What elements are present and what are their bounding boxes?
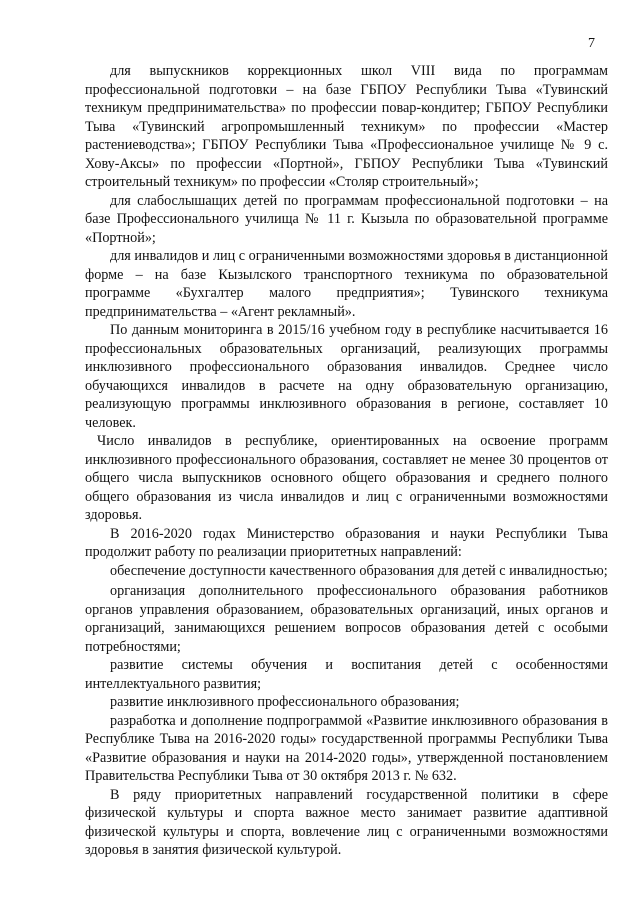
paragraph-priority-intellectual: развитие системы обучения и воспитания детей с особенностями интеллектуального развития; [85,657,608,692]
paragraph-physical-culture: В ряду приоритетных направлений государственной политики в сфере физической культуры и спорта важное место занимает развитие адаптивной физической культуры и спорта, вовлечение лиц с ограниченными возможностями здоровья в занятия физической культурой. [85,786,608,858]
paragraph-ministry-plans: В 2016-2020 годах Министерство образования и науки Республики Тыва продолжит работу по реализации приоритетных направлений: [85,525,608,560]
paragraph-priority-accessibility: обеспечение доступности качественного образования для детей с инвалидностью; [110,562,608,579]
paragraph-monitoring: По данным мониторинга в 2015/16 учебном году в республике насчитывается 16 профессиональных образовательных организаций, реализующих программы инклюзивного профессионального образования инвалидов. Среднее число обучающихся инвалидов в расчете на одну образовательную организацию, реализующую программы инклюзивного образования в регионе, составляет 10 человек. [85,322,608,431]
page-number: 7 [588,36,595,51]
paragraph-hearing-impaired: для слабослышащих детей по программам профессиональной подготовки – на базе Профессионального училища № 11 г. Кызыла по образовательной программе «Портной»; [85,192,608,246]
paragraph-vocational-schools: для выпускников коррекционных школ VIII вида по программам профессиональной подготовки – на базе ГБПОУ Республики Тыва «Тувинский техникум предпринимательства» по профессии повар-кондитер; ГБПОУ Республики Тыва «Тувинский агропромышленный техникум» по профессии «Мастер растениеводства»; ГБПОУ Республики Тыва «Профессиональное училище № 9 с. Хову-Аксы» по профессии «Портной», ГБПОУ Республики Тыва «Тувинский строительный техникум» по профессии «Столяр строительный»; [85,63,608,190]
paragraph-priority-subprogram: разработка и дополнение подпрограммой «Развитие инклюзивного образования в Республике Тыва на 2016-2020 годы» государственной программы Республики Тыва «Развитие образования и науки на 2014-2020 годы», утвержденной постановлением Правительства Республики Тыва от 30 октября 2013 г. № 632. [85,712,608,784]
paragraph-disabled-count: Число инвалидов в республике, ориентированных на освоение программ инклюзивного профессионального образования, составляет не менее 30 процентов от общего числа выпускников основного общего образования и среднего полного общего образования из числа инвалидов и лиц с ограниченными возможностями здоровья. [85,433,608,523]
paragraph-priority-training: организация дополнительного профессионального образования работников органов управления образованием, образовательных организаций, иных органов и организаций, занимающихся решением вопросов образования детей с особыми потребностями; [85,583,608,655]
document-body [85,62,608,860]
paragraph-distance-learning: для инвалидов и лиц с ограниченными возможностями здоровья в дистанционной форме – на базе Кызылского транспортного техникума по образовательной программе «Бухгалтер малого предприятия»; Тувинского техникума предпринимательства – «Агент рекламный». [85,248,608,320]
paragraph-priority-inclusive: развитие инклюзивного профессионального образования; [110,694,460,710]
